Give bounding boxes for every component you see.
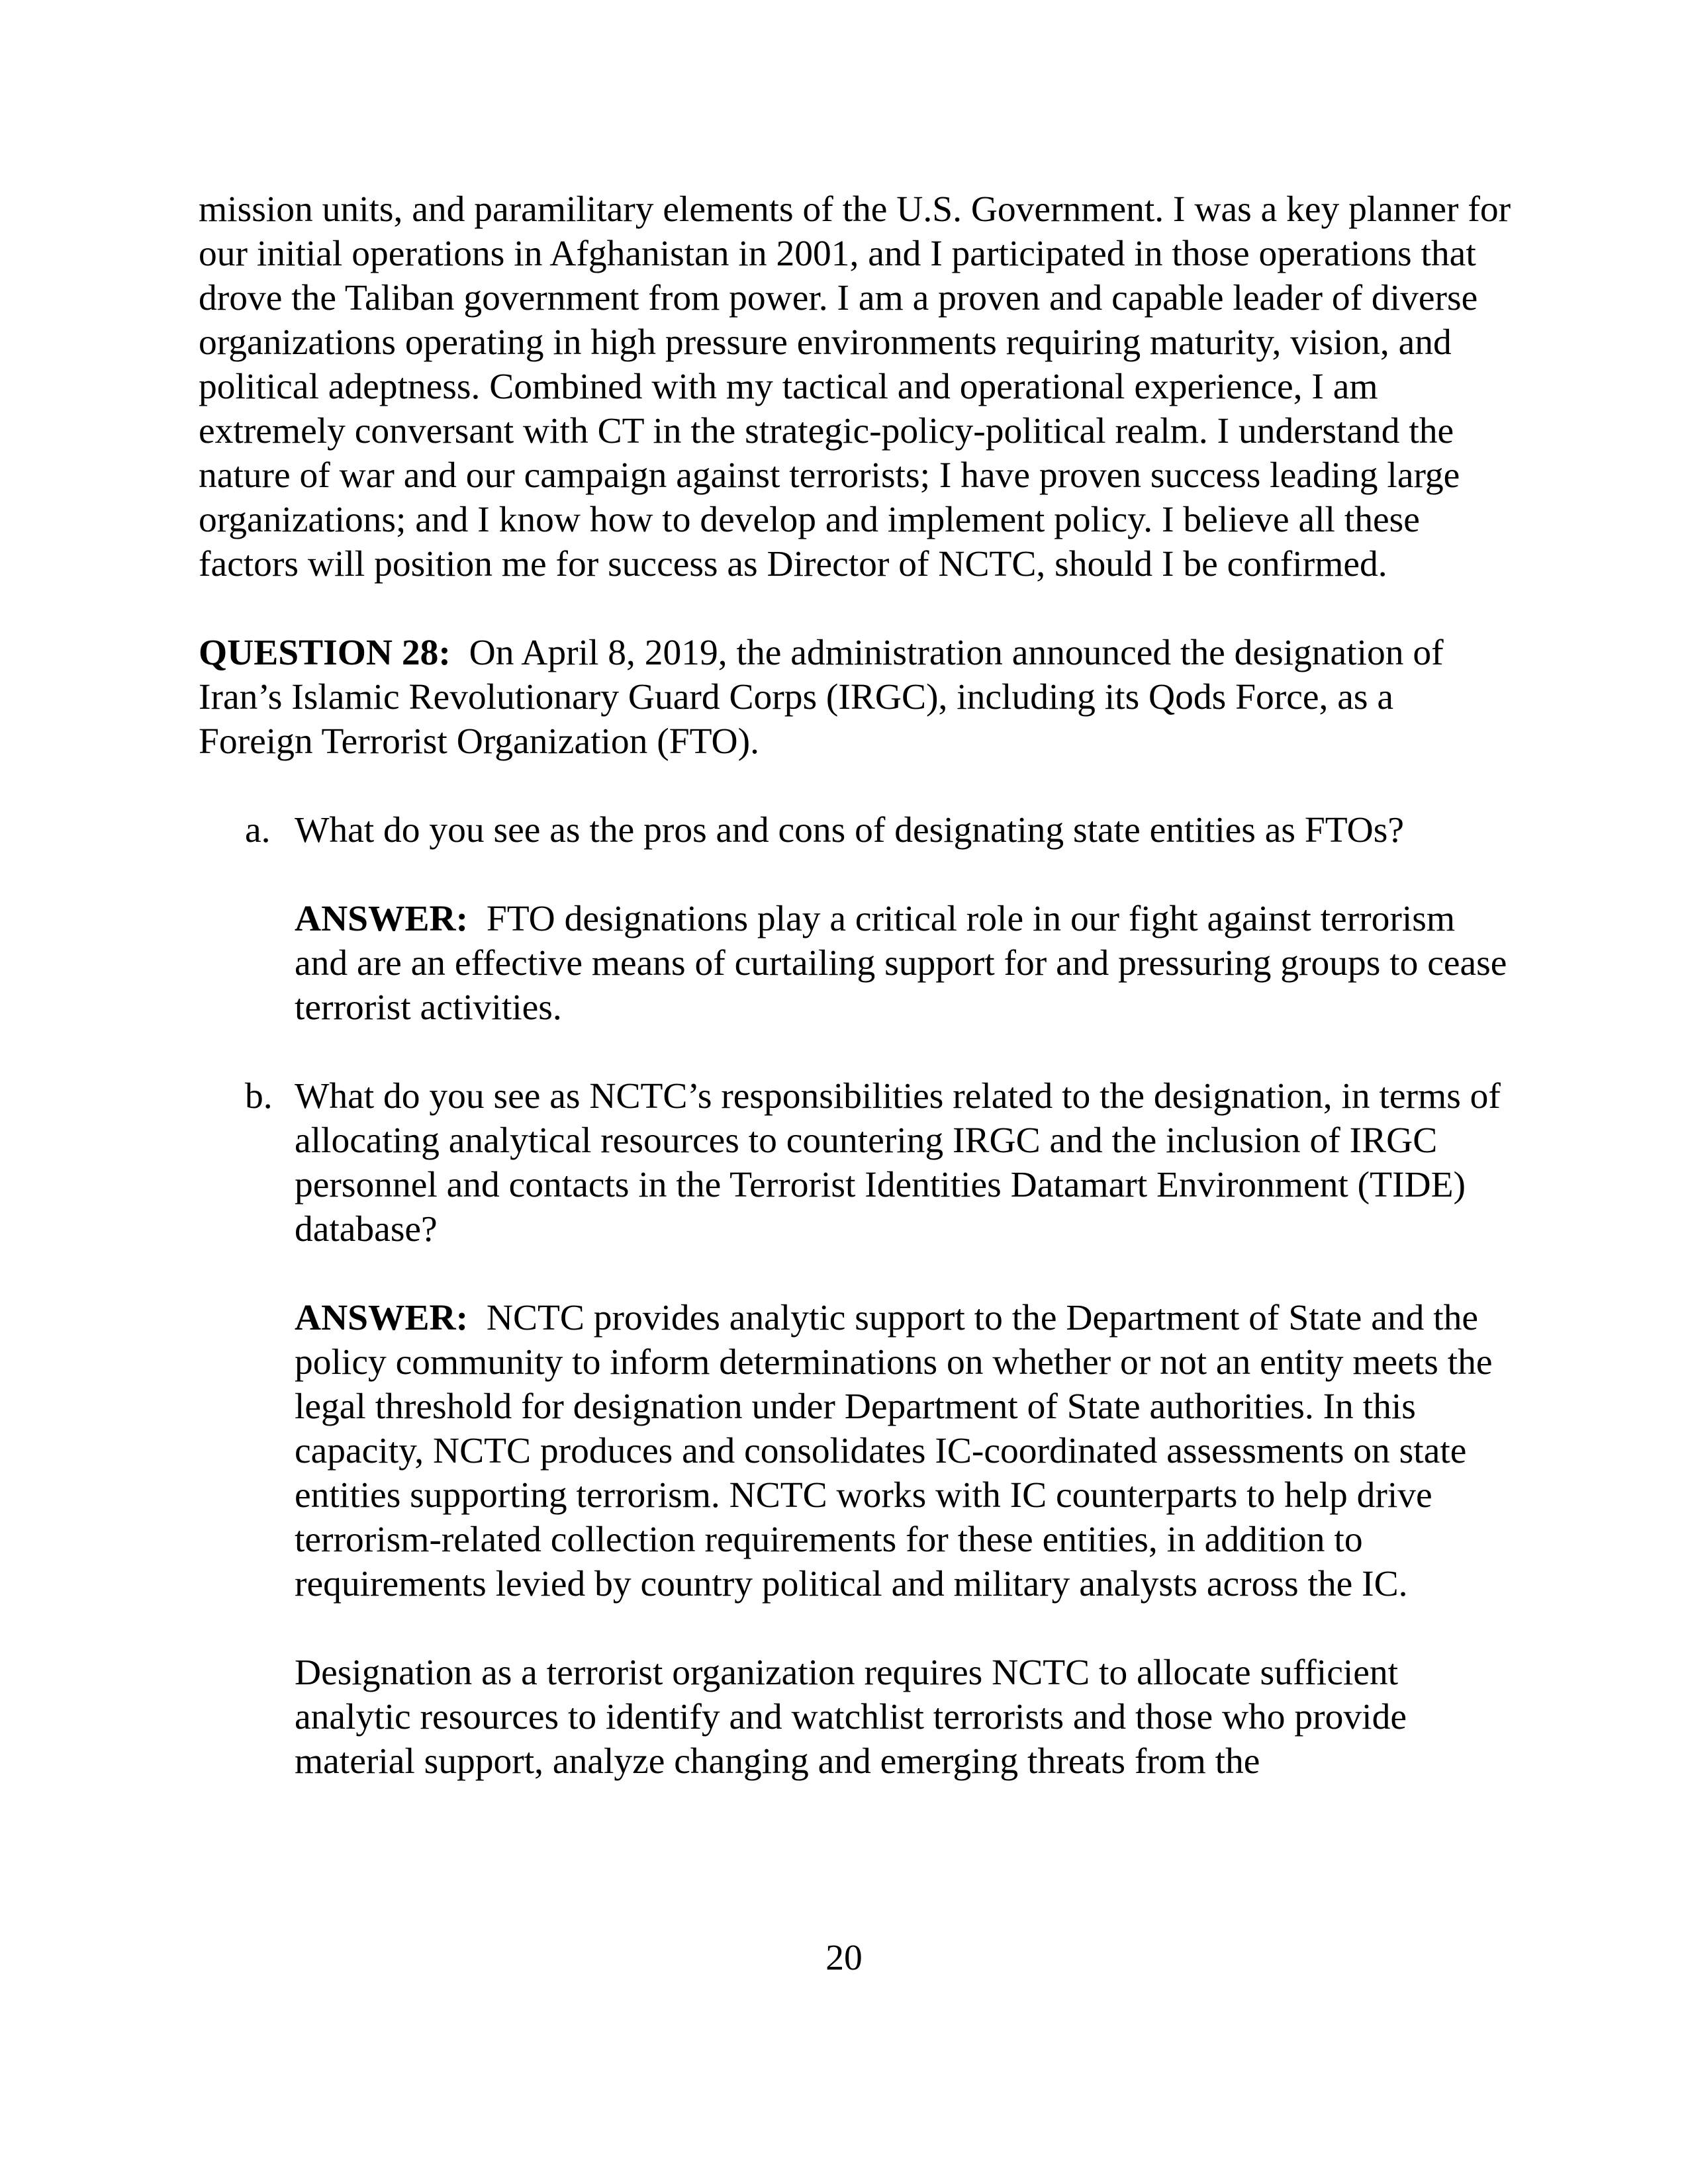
document-page [199,187,1516,1828]
question-label: QUESTION 28: [199,633,451,673]
question-text: On April 8, 2019, the administration announced the designation of Iran’s Islamic Revolutionary Guard Corps (IRGC), including its Qods Force, as a Foreign Terrorist Organization (FTO). [199,633,1444,762]
intro-paragraph: mission units, and paramilitary elements of the U.S. Government. I was a key planner for our initial operations in Afghanistan in 2001, and I participated in those operations that drove the Taliban government from power. I am a proven and capable leader of diverse organizations operating in high pressure environments requiring maturity, vision, and political adeptness. Combined with my tactical and operational experience, I am extremely conversant with CT in the strategic-policy-political realm. I understand the nature of war and our campaign against terrorists; I have proven success leading large organizations; and I know how to develop and implement policy. I believe all these factors will position me for success as Director of NCTC, should I be confirmed. [199,189,1511,584]
answer-text: FTO designations play a critical role in our fight against terrorism and are an effective means of curtailing support for and pressuring groups to cease terrorist activities. [295,899,1507,1028]
answer-b [199,1296,1516,1606]
page-number: 20 [825,1938,863,1978]
question-28 [199,631,1516,764]
answer-label: ANSWER: [295,899,469,939]
answer-label: ANSWER: [295,1298,469,1338]
sub-question-b [199,1074,1516,1251]
answer-b-continuation: Designation as a terrorist organization requires NCTC to allocate sufficient analytic resources to identify and watchlist terrorists and those who provide material support, analyze changing and emerging threats from the [295,1653,1407,1782]
sub-question-text: What do you see as NCTC’s responsibilities related to the designation, in terms of allocating analytical resources to countering IRGC and the inclusion of IRGC personnel and contacts in the Terrorist Identities Datamart Environment (TIDE) database? [295,1076,1501,1250]
sub-question-a [199,808,1516,852]
answer-text: NCTC provides analytic support to the Department of State and the policy community to inform determinations on whether or not an entity meets the legal threshold for designation under Department of State authorities. In this capacity, NCTC produces and consolidates IC-coordinated assessments on state entities supporting terrorism. NCTC works with IC counterparts to help drive terrorism-related collection requirements for these entities, in addition to requirements levied by country political and military analysts across the IC. [295,1298,1493,1604]
answer-a [199,897,1516,1030]
sub-question-marker: b. [245,1076,273,1116]
sub-question-marker: a. [245,810,271,850]
sub-question-text: What do you see as the pros and cons of designating state entities as FTOs? [295,810,1404,850]
